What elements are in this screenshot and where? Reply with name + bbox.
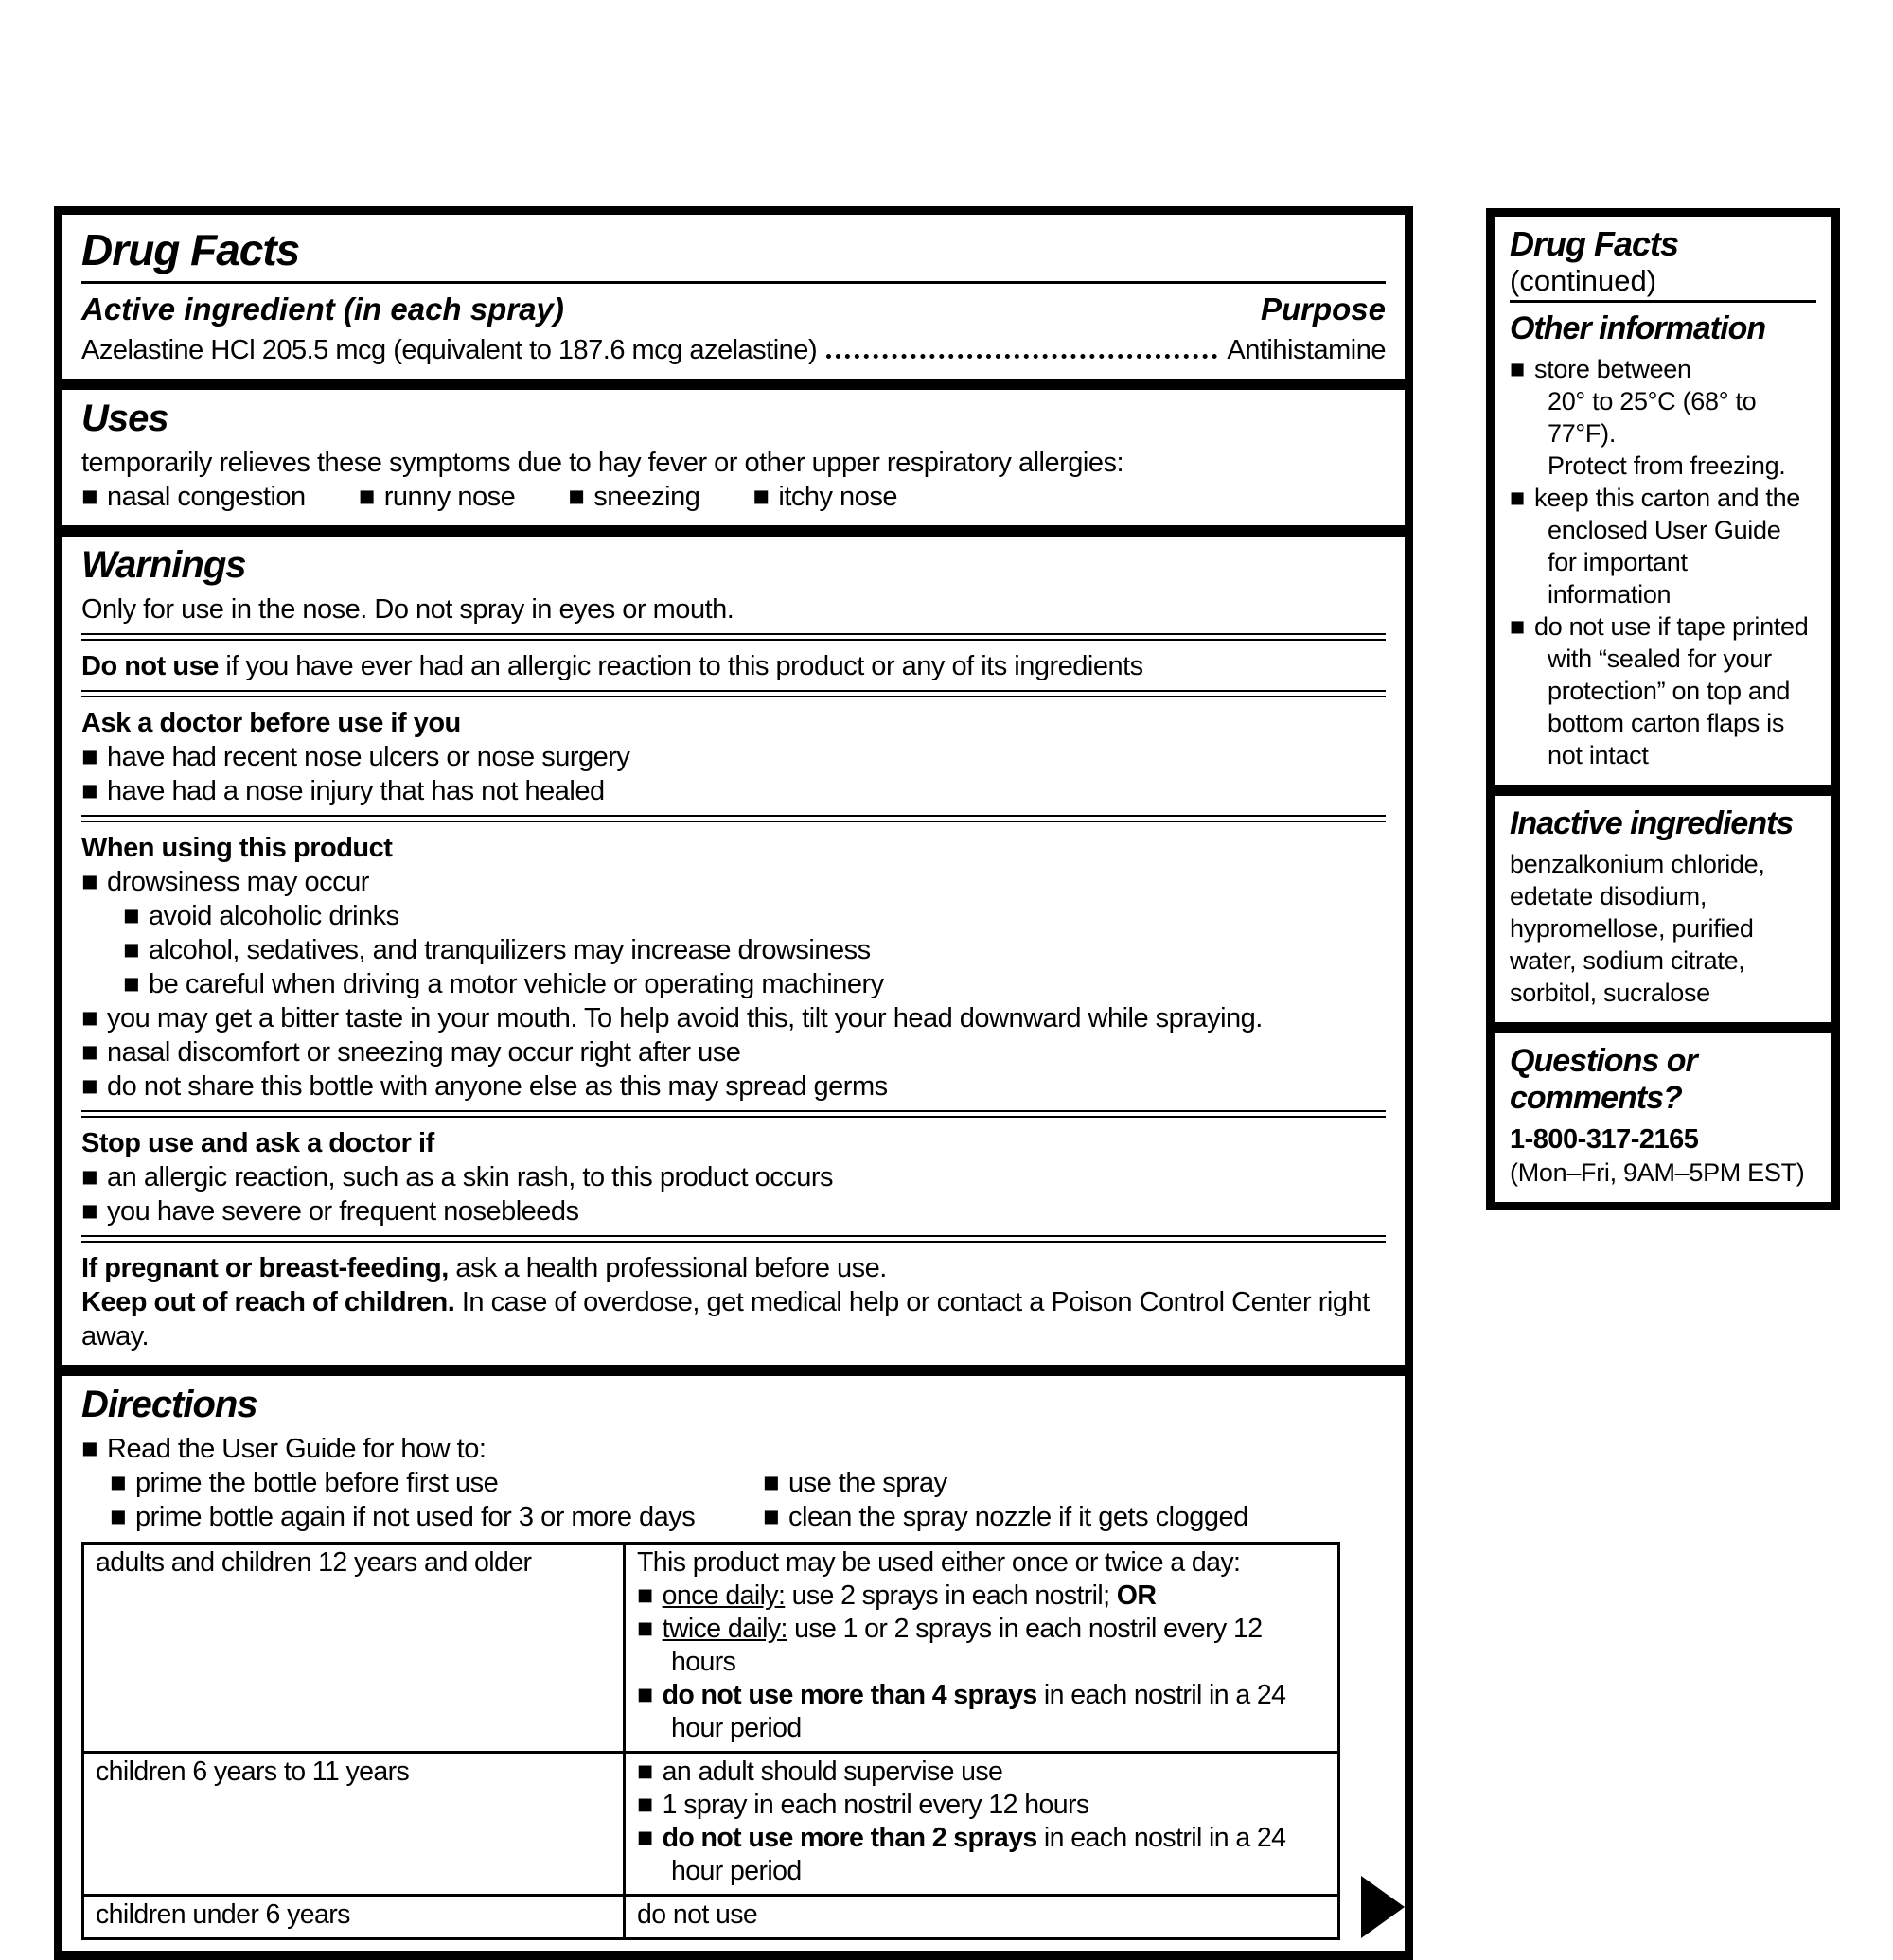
do-not-use-line — [81, 649, 1386, 683]
when-using-item-text: nasal discomfort or sneezing may occur right after use — [107, 1037, 741, 1068]
when-using-subitem-text: be careful when driving a motor vehicle or operating machinery — [149, 969, 884, 999]
table-row — [83, 1896, 1339, 1939]
age-group-cell: adults and children 12 years and older — [83, 1544, 625, 1753]
table-row — [83, 1753, 1339, 1896]
dose-cell — [625, 1544, 1339, 1753]
bullet-square-icon: ■ — [81, 1196, 98, 1227]
purpose-value: Antihistamine — [1227, 335, 1386, 365]
table-row — [83, 1544, 1339, 1753]
symptom-label: nasal congestion — [107, 482, 306, 512]
when-using-item — [81, 1035, 1386, 1069]
continued-divider — [1510, 300, 1816, 303]
bullet-square-icon: ■ — [752, 482, 770, 512]
symptom-label: runny nose — [383, 482, 516, 512]
questions-title: Questions or comments? — [1510, 1043, 1697, 1116]
keep-out-bold: Keep out of reach of children. — [81, 1287, 455, 1317]
other-info-item-text: keep this carton and the enclosed User Guide for important information — [1534, 484, 1801, 609]
twice-daily-label: twice daily: — [662, 1614, 787, 1644]
when-using-heading: When using this product — [81, 833, 393, 863]
section-divider-bar — [62, 379, 1405, 390]
once-daily-label: once daily: — [662, 1580, 786, 1611]
ask-doctor-item — [81, 740, 1386, 774]
uses-section — [62, 390, 1405, 525]
max-dose-bold: do not use more than 4 sprays — [662, 1680, 1037, 1710]
symptom-item — [81, 480, 306, 514]
phone-hours: (Mon–Fri, 9AM–5PM EST) — [1510, 1158, 1805, 1187]
active-ingredient-value: Azelastine HCl 205.5 mcg (equivalent to 187.6 mcg azelastine) — [81, 335, 818, 365]
dose-cell — [625, 1753, 1339, 1896]
bullet-square-icon: ■ — [763, 1502, 780, 1532]
do-not-use-bold: Do not use — [81, 651, 219, 681]
ask-doctor-item-text: have had recent nose ulcers or nose surgery — [107, 742, 630, 772]
dosage-table — [81, 1542, 1340, 1940]
guide-item — [763, 1466, 1386, 1500]
symptom-label: sneezing — [593, 482, 700, 512]
drug-facts-continued-panel — [1486, 208, 1840, 1210]
bullet-square-icon: ■ — [123, 969, 140, 999]
other-information-title: Other information — [1510, 310, 1766, 346]
purpose-heading: Purpose — [1260, 291, 1386, 327]
age-group-cell: children 6 years to 11 years — [83, 1753, 625, 1896]
other-info-item — [1510, 353, 1816, 482]
stop-use-item-text: you have severe or frequent nosebleeds — [107, 1196, 579, 1227]
warnings-divider — [81, 815, 1386, 822]
bullet-square-icon: ■ — [81, 867, 98, 897]
other-info-item — [1510, 610, 1816, 771]
when-using-item — [81, 865, 1386, 899]
section-divider-bar — [1495, 1022, 1831, 1033]
bullet-square-icon: ■ — [1510, 484, 1526, 512]
symptom-label: itchy nose — [778, 482, 897, 512]
guide-column-right — [763, 1466, 1386, 1534]
when-using-item-text: do not share this bottle with anyone else as this may spread germs — [107, 1071, 888, 1102]
bullet-square-icon: ■ — [1510, 355, 1526, 383]
questions-section — [1495, 1033, 1831, 1202]
symptom-item — [752, 480, 897, 514]
dose-item — [637, 1580, 1326, 1613]
bullet-square-icon: ■ — [358, 482, 375, 512]
bullet-square-icon: ■ — [81, 1434, 98, 1464]
stop-use-heading: Stop use and ask a doctor if — [81, 1128, 434, 1158]
header-section — [62, 215, 1405, 379]
directions-title: Directions — [81, 1384, 257, 1425]
other-info-item — [1510, 482, 1816, 610]
uses-intro: temporarily relieves these symptoms due to hay fever or other upper respiratory allergies: — [81, 448, 1124, 478]
dose-item-text: in each nostril in a 24 hour period — [671, 1823, 1286, 1886]
when-using-item-text: drowsiness may occur — [107, 867, 369, 897]
stop-use-item — [81, 1160, 1386, 1194]
section-divider-bar — [1495, 785, 1831, 796]
continued-title — [1510, 224, 1816, 298]
guide-item-text: prime the bottle before first use — [135, 1468, 499, 1498]
do-not-use-rest: if you have ever had an allergic reaction to this product or any of its ingredients — [218, 651, 1143, 681]
inactive-ingredients-section — [1495, 796, 1831, 1022]
directions-section — [62, 1376, 1405, 1951]
other-info-item-text: do not use if tape printed with “sealed for your protection” on top and bottom carton flaps is not intact — [1534, 612, 1809, 769]
title-divider — [81, 281, 1386, 284]
dose-item — [637, 1756, 1326, 1789]
when-using-subitem — [123, 967, 1386, 1001]
bullet-square-icon: ■ — [81, 1162, 98, 1192]
dose-item — [637, 1679, 1326, 1745]
dose-item-text: in each nostril in a 24 hour period — [671, 1680, 1286, 1743]
pregnant-line — [81, 1251, 1386, 1285]
bullet-square-icon: ■ — [637, 1790, 653, 1820]
continued-title-rest: (continued) — [1510, 264, 1657, 297]
inactive-ingredients-title: Inactive ingredients — [1510, 805, 1794, 841]
bullet-square-icon: ■ — [637, 1757, 653, 1787]
guide-item — [763, 1500, 1386, 1534]
when-using-subitem — [123, 933, 1386, 967]
store-line-3: Protect from freezing. — [1548, 451, 1786, 480]
active-ingredient-line — [81, 333, 1386, 367]
section-divider-bar — [62, 525, 1405, 537]
dose-item-text: use 1 or 2 sprays in each nostril every 12 hours — [671, 1614, 1263, 1677]
store-line-1: store between — [1534, 355, 1691, 383]
bullet-square-icon: ■ — [81, 1003, 98, 1033]
uses-title: Uses — [81, 397, 168, 439]
read-guide-text: Read the User Guide for how to: — [107, 1434, 487, 1464]
keep-out-of-reach-line — [81, 1285, 1386, 1353]
pregnant-rest: ask a health professional before use. — [448, 1253, 887, 1283]
pregnant-bold: If pregnant or breast-feeding, — [81, 1253, 449, 1283]
dose-item — [637, 1789, 1326, 1822]
dose-item — [637, 1822, 1326, 1888]
stop-use-item — [81, 1194, 1386, 1228]
bullet-square-icon: ■ — [568, 482, 585, 512]
dose-item-text: use 2 sprays in each nostril; — [785, 1580, 1117, 1611]
when-using-item — [81, 1069, 1386, 1104]
warnings-divider — [81, 690, 1386, 697]
continuation-arrow-icon — [1361, 1876, 1405, 1938]
dotted-leader — [826, 353, 1217, 359]
bullet-square-icon: ■ — [81, 1071, 98, 1102]
bullet-square-icon: ■ — [637, 1614, 653, 1644]
read-guide-line — [81, 1432, 1386, 1466]
warnings-divider — [81, 633, 1386, 641]
when-using-item-text: you may get a bitter taste in your mouth. To help avoid this, tilt your head downward while spraying. — [107, 1003, 1263, 1033]
symptom-item — [359, 480, 516, 514]
guide-item-text: prime bottle again if not used for 3 or more days — [135, 1502, 696, 1532]
dose-intro: This product may be used either once or twice a day: — [637, 1547, 1241, 1578]
bullet-square-icon: ■ — [637, 1680, 653, 1710]
ask-doctor-heading: Ask a doctor before use if you — [81, 708, 461, 738]
section-divider-bar — [62, 1365, 1405, 1376]
bullet-square-icon: ■ — [123, 935, 140, 965]
active-ingredient-heading: Active ingredient (in each spray) — [81, 291, 564, 327]
phone-number: 1-800-317-2165 — [1510, 1124, 1699, 1155]
warnings-divider — [81, 1110, 1386, 1118]
continued-title-bold: Drug Facts — [1510, 224, 1679, 263]
dose-item-text: an adult should supervise use — [662, 1757, 1003, 1787]
uses-symptom-list — [81, 480, 1386, 514]
guide-item-text: clean the spray nozzle if it gets clogged — [788, 1502, 1248, 1532]
when-using-subitem-text: avoid alcoholic drinks — [149, 901, 399, 931]
dose-item — [637, 1613, 1326, 1679]
bullet-square-icon: ■ — [110, 1468, 127, 1498]
bullet-square-icon: ■ — [110, 1502, 127, 1532]
guide-item — [110, 1466, 763, 1500]
inactive-ingredients-text: benzalkonium chloride, edetate disodium, hypromellose, purified water, sodium citrate, sorbitol, sucralose — [1510, 850, 1765, 1007]
when-using-item — [81, 1001, 1386, 1035]
when-using-subitem — [123, 899, 1386, 933]
age-group-cell: children under 6 years — [83, 1896, 625, 1939]
guide-item — [110, 1500, 763, 1534]
continued-section — [1495, 217, 1831, 785]
ask-doctor-item — [81, 774, 1386, 808]
warnings-only-line: Only for use in the nose. Do not spray in eyes or mouth. — [81, 594, 734, 625]
drug-facts-title: Drug Facts — [81, 225, 300, 274]
guide-columns — [110, 1466, 1386, 1534]
store-line-2: 20° to 25°C (68° to 77°F). — [1548, 387, 1757, 448]
bullet-square-icon: ■ — [1510, 612, 1526, 641]
bullet-square-icon: ■ — [81, 482, 98, 512]
keep-out-rest: In case of overdose, get medical help or contact a Poison Control Center right away. — [81, 1287, 1370, 1351]
warnings-section — [62, 537, 1405, 1365]
drug-facts-panel — [54, 206, 1413, 1960]
bullet-square-icon: ■ — [637, 1823, 653, 1853]
active-ingredient-row — [81, 291, 1386, 327]
or-label: OR — [1116, 1580, 1157, 1611]
guide-column-left — [110, 1466, 763, 1534]
warnings-divider — [81, 1235, 1386, 1243]
symptom-item — [568, 480, 699, 514]
bullet-square-icon: ■ — [81, 776, 98, 806]
bullet-square-icon: ■ — [637, 1580, 653, 1611]
warnings-title: Warnings — [81, 544, 246, 586]
when-using-subitem-text: alcohol, sedatives, and tranquilizers may increase drowsiness — [149, 935, 871, 965]
bullet-square-icon: ■ — [123, 901, 140, 931]
bullet-square-icon: ■ — [81, 1037, 98, 1068]
stop-use-item-text: an allergic reaction, such as a skin rash, to this product occurs — [107, 1162, 834, 1192]
bullet-square-icon: ■ — [763, 1468, 780, 1498]
guide-item-text: use the spray — [788, 1468, 947, 1498]
dose-cell: do not use — [625, 1896, 1339, 1939]
ask-doctor-item-text: have had a nose injury that has not healed — [107, 776, 605, 806]
dose-item-text: 1 spray in each nostril every 12 hours — [662, 1790, 1089, 1820]
bullet-square-icon: ■ — [81, 742, 98, 772]
max-dose-bold: do not use more than 2 sprays — [662, 1823, 1037, 1853]
